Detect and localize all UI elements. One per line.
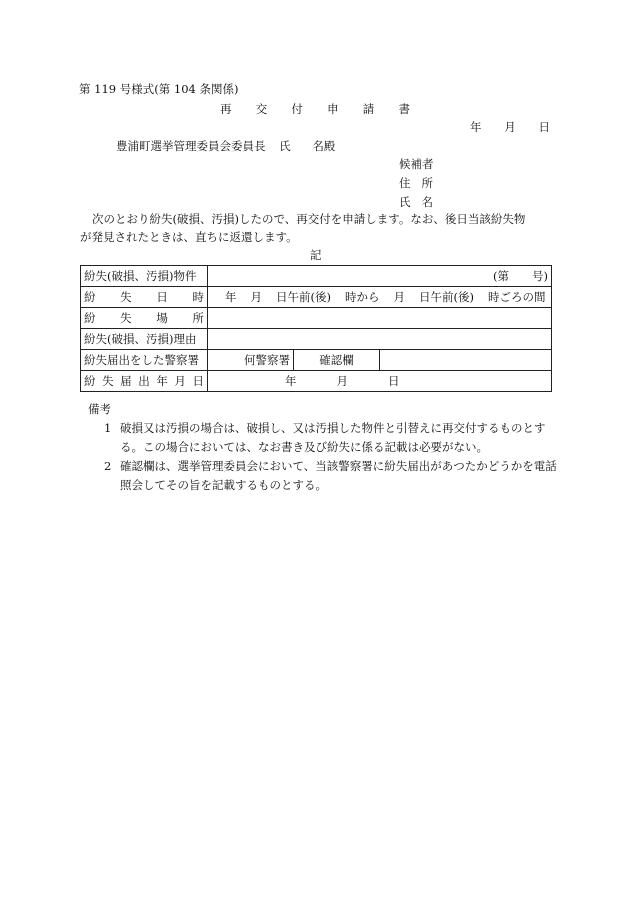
datetime-part: 月 <box>250 290 262 304</box>
addressee-name-1: 氏 <box>279 139 291 153</box>
title-char: 書 <box>398 102 410 116</box>
item-number: (第 号) <box>493 269 548 283</box>
form-number: 第 119 号様式(第 104 条関係) <box>79 82 239 96</box>
lost-reason-field[interactable] <box>208 329 552 350</box>
intro-line-1: 次のとおり紛失(破損、汚損)したので、再交付を申請します。なお、後日当該紛失物 <box>92 212 526 226</box>
name-char: 名 <box>421 195 433 209</box>
remark-number: 1 <box>104 421 112 435</box>
addressee <box>116 139 335 153</box>
label-char: 紛 <box>84 311 96 325</box>
lost-place-field[interactable] <box>208 308 552 329</box>
confirm-field[interactable] <box>380 350 552 371</box>
title-char: 再 <box>220 102 232 116</box>
datetime-part: 月 <box>393 290 405 304</box>
label-char: 日 <box>192 374 204 388</box>
report-year: 年 <box>285 374 297 388</box>
datetime-part: 時ごろの間 <box>487 290 546 304</box>
table-row <box>81 287 552 308</box>
ki-label: 記 <box>310 248 322 262</box>
title-char: 請 <box>362 102 375 116</box>
table-row <box>81 329 552 350</box>
remarks-heading: 備考 <box>88 402 111 416</box>
table-row <box>81 371 552 392</box>
label-char: 失 <box>120 290 132 304</box>
remark-text: 破損又は汚損の場合は、破損し、又は汚損した物件と引替えに再交付するものとする。この場合においては、なお書き及び紛失に係る記載は必要がない。 <box>120 421 546 454</box>
datetime-part: 日午前(後) <box>276 290 331 304</box>
application-table <box>80 265 552 392</box>
police-station-field[interactable] <box>208 350 294 371</box>
address-char: 所 <box>421 176 433 190</box>
name-label <box>399 195 433 209</box>
label-char: 失 <box>120 311 132 325</box>
date-month: 月 <box>504 120 516 134</box>
label-char: 月 <box>174 374 186 388</box>
label-confirm: 確認欄 <box>294 350 380 371</box>
label-lost-item: 紛失(破損、汚損)物件 <box>81 266 208 287</box>
date-year: 年 <box>470 120 482 134</box>
name-char: 氏 <box>399 195 411 209</box>
label-char: 届 <box>120 374 132 388</box>
table-row <box>81 266 552 287</box>
remark-item <box>88 419 558 457</box>
label-report-date <box>81 371 208 392</box>
label-police-station: 紛失届出をした警察署 <box>81 350 208 371</box>
candidate-label: 候補者 <box>399 157 434 171</box>
label-char: 出 <box>138 374 150 388</box>
label-char: 紛 <box>84 374 96 388</box>
label-char: 日 <box>156 290 168 304</box>
title-char: 申 <box>327 102 339 116</box>
label-char: 年 <box>156 374 168 388</box>
address-label <box>399 176 433 190</box>
remark-item <box>88 457 558 495</box>
title-char: 付 <box>291 102 303 116</box>
form-title <box>220 102 410 116</box>
remarks <box>88 400 558 495</box>
intro-line-2: が発見されたときは、直ちに返還します。 <box>80 230 298 244</box>
datetime-part: 日午前(後) <box>418 290 474 304</box>
lost-datetime-field[interactable] <box>208 287 552 308</box>
label-char: 所 <box>192 311 204 325</box>
report-date-field[interactable] <box>208 371 552 392</box>
label-lost-datetime <box>81 287 208 308</box>
date-line <box>470 120 550 134</box>
address-char: 住 <box>399 176 411 190</box>
datetime-part: 時から <box>344 290 380 304</box>
table-row <box>81 308 552 329</box>
police-station-suffix: 何警察署 <box>244 353 290 367</box>
remark-text: 確認欄は、選挙管理委員会において、当該警察署に紛失届出があつたかどうかを電話照会してその旨を記載するものとする。 <box>120 459 557 492</box>
label-char: 失 <box>102 374 114 388</box>
report-day: 日 <box>388 374 400 388</box>
addressee-name-2: 名殿 <box>312 139 336 153</box>
table-row <box>81 350 552 371</box>
lost-item-field[interactable] <box>208 266 552 287</box>
addressee-title: 豊浦町選挙管理委員会委員長 <box>116 139 266 153</box>
datetime-part: 年 <box>225 290 237 304</box>
label-char: 紛 <box>84 290 96 304</box>
label-char: 場 <box>156 311 168 325</box>
title-char: 交 <box>255 102 268 116</box>
label-lost-reason: 紛失(破損、汚損)理由 <box>81 329 208 350</box>
report-month: 月 <box>336 374 348 388</box>
label-lost-place <box>81 308 208 329</box>
label-char: 時 <box>192 290 204 304</box>
date-day: 日 <box>538 120 550 134</box>
remark-number: 2 <box>104 459 112 473</box>
